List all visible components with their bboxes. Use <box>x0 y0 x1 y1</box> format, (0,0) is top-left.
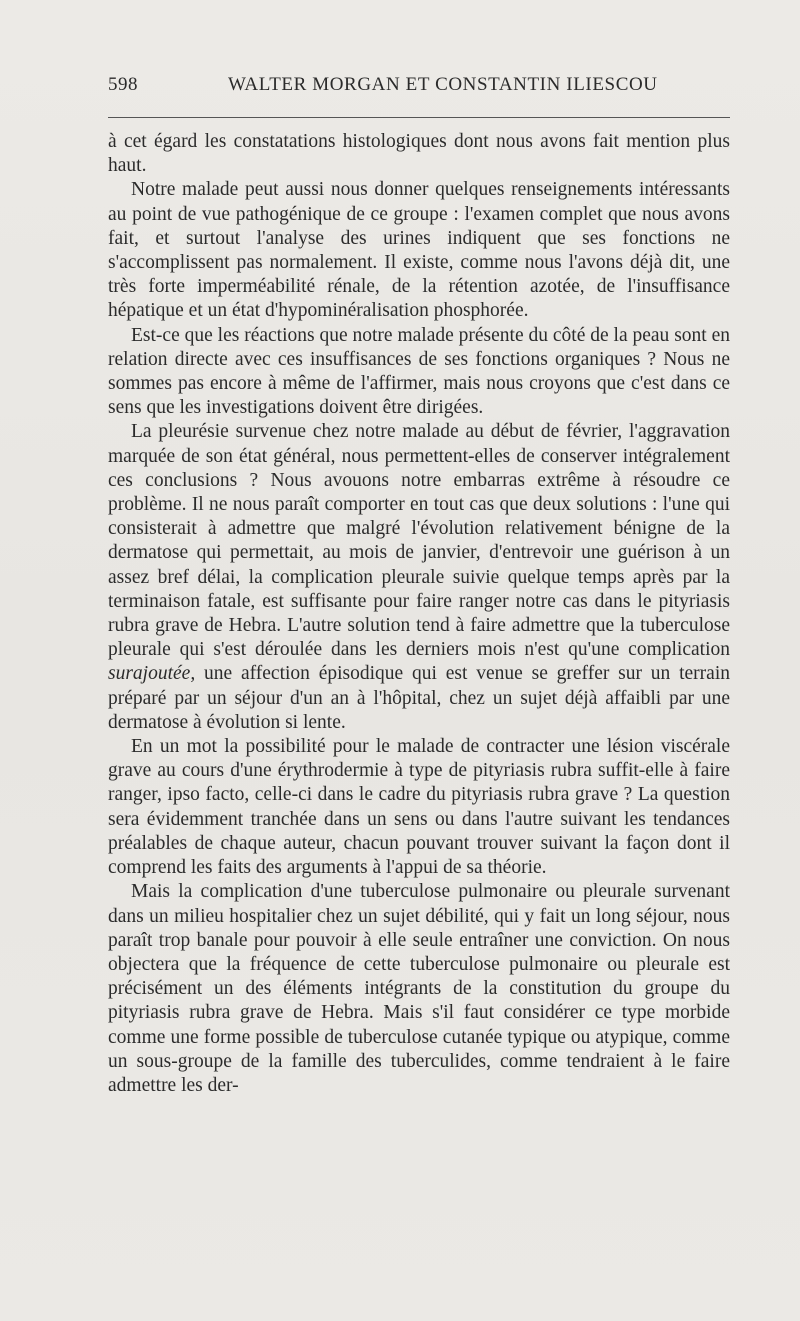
paragraph-4-text-b: une affection épisodique qui est venue se greffer sur un terrain préparé par un séjour d'un an à l'hôpital, chez un sujet déjà affaibli par une dermatose à évolution si lente. <box>108 663 730 733</box>
paragraph-2: Notre malade peut aussi nous donner quelques renseignements intéressants au point de vue pathogénique de ce groupe : l'examen complet que nous avons fait, et surtout l'analyse des urines indiquent que ses fonctions ne s'accomplissent pas normalement. Il existe, comme nous l'avons déjà dit, une très forte imperméabilité rénale, de la rétention azotée, de l'insuffisance hépatique et un état d'hypominéralisation phosphorée. <box>108 179 730 322</box>
italic-term: surajoutée, <box>108 663 196 685</box>
paragraph-6: Mais la complication d'une tuberculose pulmonaire ou pleurale survenant dans un milieu hospitalier chez un sujet débilité, qui y fait un long séjour, nous paraît trop banale pour pouvoir à elle seule entraîner une conviction. On nous objectera que la fréquence de cette tuberculose pulmonaire ou pleurale est précisément un des éléments intégrants de la constitution du groupe du pityriasis rubra grave de Hebra. Mais s'il faut considérer ce type morbide comme une forme possible de tuberculose cutanée typique ou atypique, comme un sous-groupe de la famille des tuberculides, comme tendraient à le faire admettre les der- <box>108 881 730 1096</box>
paragraph-4 <box>108 420 730 735</box>
paragraph-5: En un mot la possibilité pour le malade de contracter une lésion viscérale grave au cours d'une érythrodermie à type de pityriasis rubra suffit-elle à faire ranger, ipso facto, celle-ci dans le cadre du pityriasis rubra grave ? La question sera évidemment tranchée dans un sens ou dans l'autre suivant les tendances préalables de chaque auteur, chacun pouvant trouver suivant la façon dont il comprend les faits des arguments à l'appui de sa théorie. <box>108 736 730 879</box>
paragraph-1: à cet égard les constatations histologiques dont nous avons fait mention plus haut. <box>108 131 730 177</box>
page-number: 598 <box>108 74 138 95</box>
body-text <box>108 130 730 1098</box>
paragraph-3: Est-ce que les réactions que notre malade présente du côté de la peau sont en relation directe avec ces insuffisances de ses fonctions organiques ? Nous ne sommes pas encore à même de l'affirmer, mais nous croyons que c'est dans ce sens que les investigations doivent être dirigées. <box>108 324 730 419</box>
running-title: WALTER MORGAN ET CONSTANTIN ILIESCOU <box>228 74 658 95</box>
page-header <box>108 74 730 104</box>
header-rule <box>108 117 730 118</box>
paragraph-4-text-a: La pleurésie survenue chez notre malade au début de février, l'aggravation marquée de son état général, nous permettent-elles de conserver intégralement ces conclusions ? Nous avouons notre embarras extrême à résoudre ce problème. Il ne nous paraît comporter en tout cas que deux solutions : l'une qui consisterait à admettre que malgré l'évolution relativement bénigne de la dermatose qui permettait, au mois de janvier, d'entrevoir une guérison à un assez bref délai, la complication pleurale suivie quelque temps après par la terminaison fatale, est suffisante pour faire ranger notre cas dans le pityriasis rubra grave de Hebra. L'autre solution tend à faire admettre que la tuberculose pleurale qui s'est déroulée dans les derniers mois n'est qu'une complication <box>108 421 730 661</box>
